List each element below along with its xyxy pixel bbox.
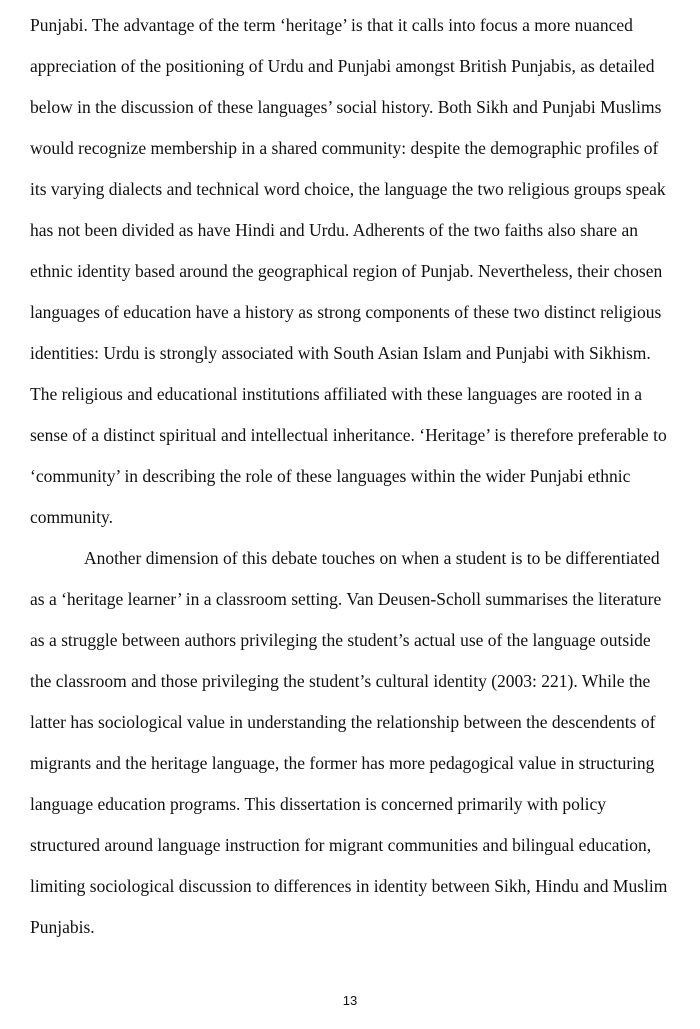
text-line: would recognize membership in a shared community: despite the demographic profiles of [30,138,659,158]
text-line: ethnic identity based around the geographical region of Punjab. Nevertheless, their chosen [30,261,663,281]
text-line: community. [30,507,113,527]
text-line: structured around language instruction for migrant communities and bilingual education, [30,835,652,855]
text-line: language education programs. This dissertation is concerned primarily with policy [30,794,607,814]
text-line: below in the discussion of these languages’ social history. Both Sikh and Punjabi Muslims [30,97,662,117]
text-line-indented: Another dimension of this debate touches on when a student is to be differentiated [84,548,660,568]
text-line: latter has sociological value in understanding the relationship between the descendents of [30,712,656,732]
text-line: identities: Urdu is strongly associated with South Asian Islam and Punjabi with Sikhism. [30,343,651,363]
text-line: ‘community’ in describing the role of these languages within the wider Punjabi ethnic [30,466,631,486]
text-line: limiting sociological discussion to differences in identity between Sikh, Hindu and Muslim [30,876,668,896]
text-line: has not been divided as have Hindi and Urdu. Adherents of the two faiths also share an [30,220,638,240]
text-line: sense of a distinct spiritual and intellectual inheritance. ‘Heritage’ is therefore preferable to [30,425,667,445]
text-line: Punjabis. [30,917,95,937]
text-line: as a struggle between authors privileging the student’s actual use of the language outside [30,630,651,650]
text-line: its varying dialects and technical word choice, the language the two religious groups speak [30,179,666,199]
text-line: Punjabi. The advantage of the term ‘heritage’ is that it calls into focus a more nuanced [30,15,633,35]
text-line: as a ‘heritage learner’ in a classroom setting. Van Deusen-Scholl summarises the literature [30,589,662,609]
text-line: appreciation of the positioning of Urdu and Punjabi amongst British Punjabis, as detailed [30,56,655,76]
text-line: languages of education have a history as strong components of these two distinct religious [30,302,662,322]
text-line: The religious and educational institutions affiliated with these languages are rooted in a [30,384,642,404]
page-number: 13 [342,993,358,1008]
text-line: migrants and the heritage language, the former has more pedagogical value in structuring [30,753,655,773]
text-line: the classroom and those privileging the student’s cultural identity (2003: 221). While the [30,671,651,691]
